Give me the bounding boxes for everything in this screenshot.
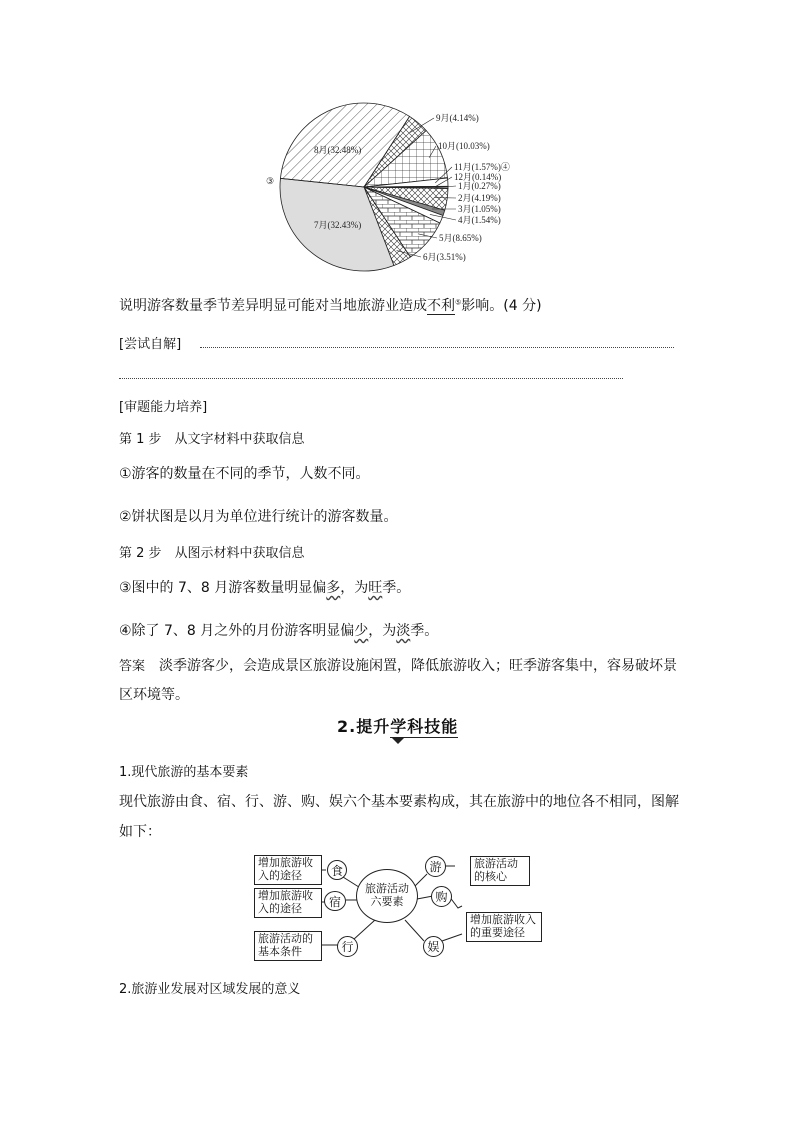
question-text-post: 影响。(4 分)	[461, 298, 542, 314]
point1: ①游客的数量在不同的季节，人数不同。	[119, 466, 370, 482]
section-title-pre: 2.提升	[337, 717, 391, 736]
intro-line-1: 现代旅游由食、宿、行、游、购、娱六个基本要素构成，其在旅游中的地位各不相同，图解	[119, 794, 679, 810]
point3	[119, 577, 410, 597]
box-xing	[254, 931, 322, 961]
box-you-text: 旅游活动 的核心	[474, 858, 518, 883]
section-title-emph: 学科技能	[390, 717, 459, 736]
box-su-text: 增加旅游收 入的途径	[258, 890, 313, 915]
question-text-pre: 说明游客数量季节差异明显可能对当地旅游业造成	[119, 298, 427, 314]
box-shi-text: 增加旅游收 入的途径	[258, 857, 313, 882]
point3-pre: ③图中的 7、8 月游客数量明显偏	[119, 580, 327, 596]
step1-heading: 第 1 步 从文字材料中获取信息	[119, 432, 305, 447]
pie-slice-label: 4月(1.54%)	[458, 215, 501, 225]
answer-line-1	[119, 655, 677, 675]
box-su	[254, 888, 322, 918]
point3-fill-1: 多	[326, 580, 341, 596]
question-emph: 不利	[427, 298, 455, 314]
point4-post: 季。	[410, 623, 439, 639]
box-xing-text: 旅游活动的 基本条件	[258, 933, 313, 958]
point4-mid: ，为	[368, 623, 397, 639]
node-center	[356, 869, 418, 923]
answer-label: 答案	[119, 659, 146, 674]
pie-slice-label: 7月(32.43%)	[314, 220, 362, 230]
box-shi	[254, 855, 322, 885]
node-xing: 行	[337, 936, 358, 957]
pie-slice-label: 9月(4.14%)	[436, 113, 479, 123]
step2-heading: 第 2 步 从图示材料中获取信息	[119, 546, 305, 561]
try-label: [尝试自解]	[119, 337, 182, 352]
node-yu: 娱	[423, 936, 444, 957]
node-su: 宿	[324, 891, 346, 911]
answer-line-2: 区环境等。	[119, 687, 189, 703]
answer-blank-1[interactable]	[200, 347, 674, 348]
point4-fill-1: 少	[354, 623, 369, 639]
point4	[119, 620, 438, 640]
title-triangle-icon	[392, 738, 404, 744]
train-label: [审题能力培养]	[119, 400, 208, 415]
node-center-text: 旅游活动 六要素	[365, 883, 409, 908]
pie-slice-label: 6月(3.51%)	[423, 252, 466, 262]
node-shi: 食	[327, 860, 347, 880]
pie-chart	[262, 100, 562, 275]
pie-slice-label: 10月(10.03%)	[438, 141, 490, 151]
intro-line-2: 如下：	[119, 824, 161, 840]
question-line	[119, 295, 542, 315]
point3-mid: ，为	[340, 580, 369, 596]
node-gou: 购	[431, 886, 452, 907]
answer-blank-2[interactable]	[119, 378, 623, 379]
box-gouyu-text: 增加旅游收入 的重要途径	[470, 914, 536, 939]
point4-pre: ④除了 7、8 月之外的月份游客明显偏	[119, 623, 355, 639]
pie-slice-label: 12月(0.14%)	[454, 172, 502, 182]
question-sup: ⑤	[455, 298, 462, 307]
box-you	[470, 856, 530, 886]
pie-slice-label: 3月(1.05%)	[458, 204, 501, 214]
point4-fill-2: 淡	[396, 623, 411, 639]
answer-text-1: 淡季游客少，会造成景区旅游设施闲置，降低旅游收入；旺季游客集中，容易破坏景	[145, 658, 678, 674]
section-title	[337, 714, 458, 737]
sub2-heading: 2.旅游业发展对区域发展的意义	[119, 982, 301, 997]
pie-slice-label: 5月(8.65%)	[439, 233, 482, 243]
pie-slice-label: 1月(0.27%)	[458, 181, 501, 191]
node-you: 游	[425, 856, 446, 877]
pie-slice-label: 8月(32.48%)	[314, 145, 362, 155]
sub1-heading: 1.现代旅游的基本要素	[119, 765, 249, 780]
box-gouyu	[466, 912, 542, 942]
pie-slice-label: 11月(1.57%)④	[454, 162, 510, 172]
point3-fill-2: 旺	[368, 580, 383, 596]
point2: ②饼状图是以月为单位进行统计的游客数量。	[119, 509, 398, 525]
point3-post: 季。	[382, 580, 411, 596]
pie-annotation-left: ③	[266, 176, 275, 186]
pie-slice-label: 2月(4.19%)	[458, 193, 501, 203]
